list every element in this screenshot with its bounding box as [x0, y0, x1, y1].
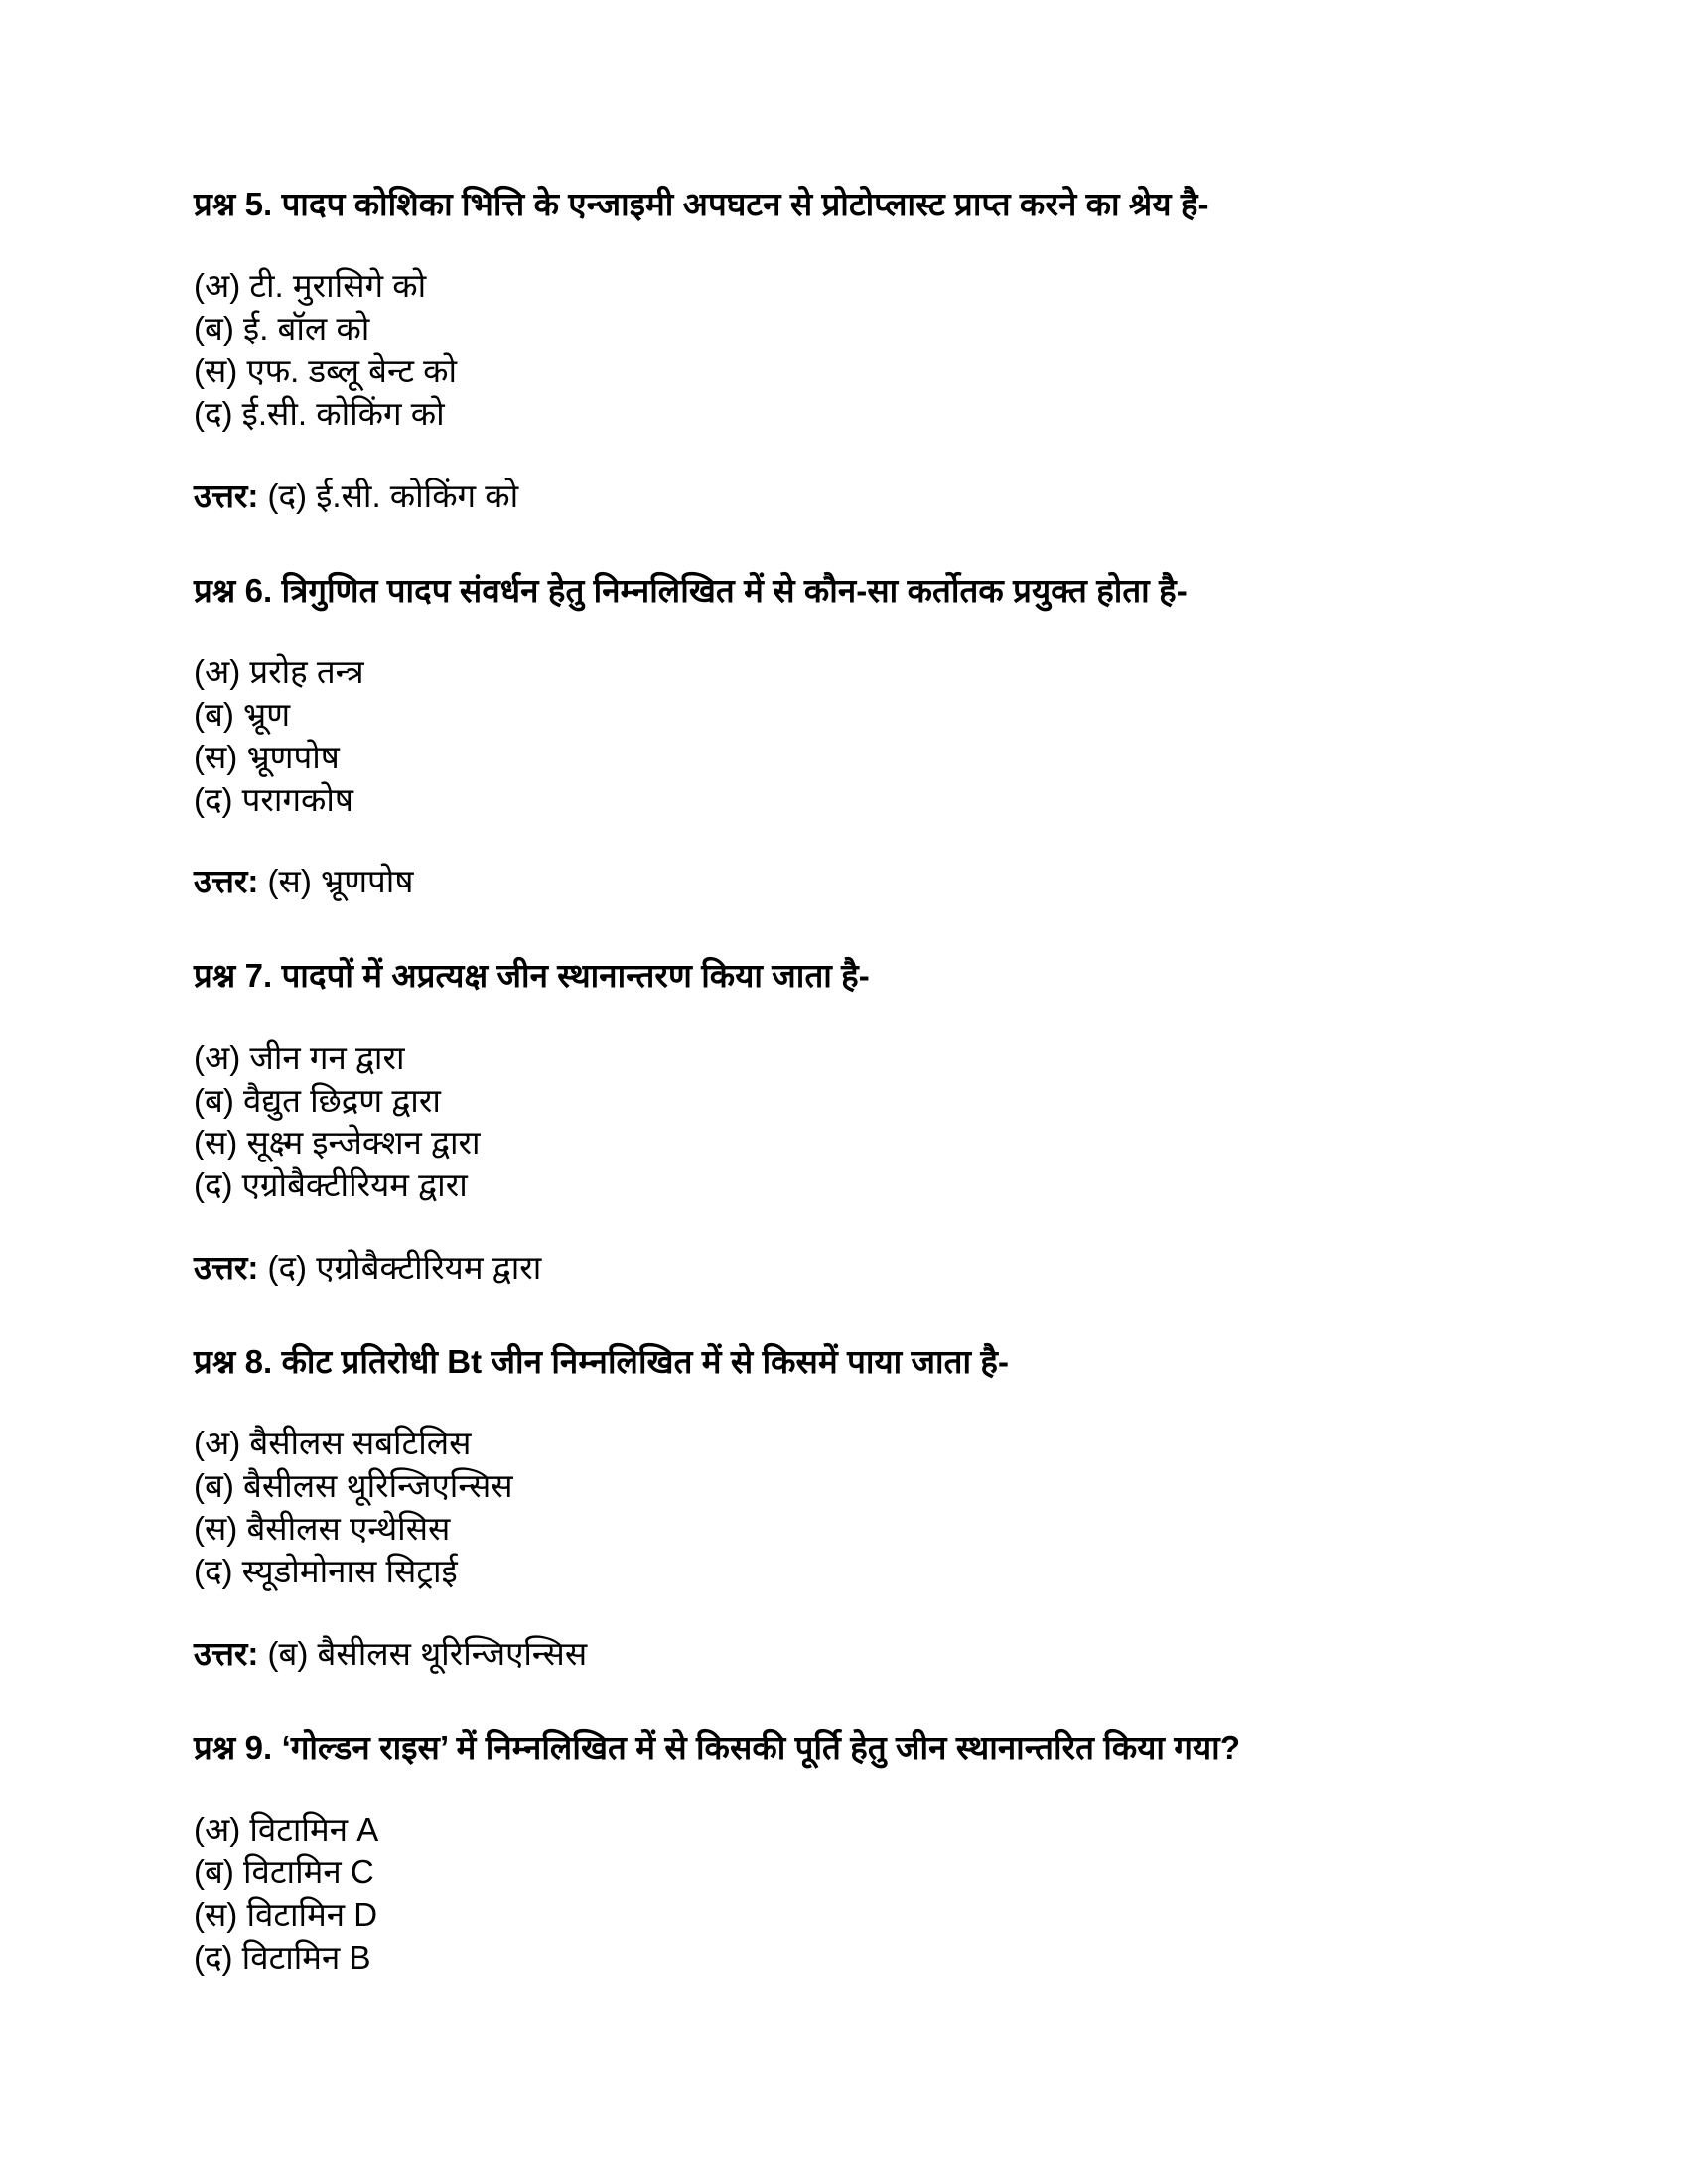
option-item: (ब) वैद्युत छिद्रण द्वारा: [194, 1081, 441, 1119]
answer-label: उत्तर:: [194, 863, 259, 900]
question-block-q7: [194, 955, 1509, 1290]
option-item: (द) एग्रोबैक्टीरियम द्वारा: [194, 1166, 468, 1204]
option-item: (अ) प्ररोह तन्त्र: [194, 652, 364, 690]
option-item: (द) स्यूडोमोनास सिट्राई: [194, 1552, 458, 1589]
question-block-q5: [194, 184, 1509, 518]
question-block-q9: [194, 1727, 1509, 1979]
option-item: (स) बैसीलस एन्थेसिस: [194, 1510, 451, 1548]
question-block-q8: [194, 1341, 1509, 1676]
option-list: [194, 265, 1509, 436]
answer-line: [194, 476, 1509, 518]
option-item: (स) सूक्ष्म इन्जेक्शन द्वारा: [194, 1124, 481, 1161]
answer-line: [194, 1247, 1509, 1290]
option-item: (द) ई.सी. कोकिंग को: [194, 394, 445, 432]
answer-value: (स) भ्रूणपोष: [267, 863, 414, 900]
option-item: (द) विटामिन B: [194, 1938, 371, 1976]
option-item: (अ) विटामिन A: [194, 1810, 379, 1847]
option-item: (स) विटामिन D: [194, 1895, 378, 1933]
option-item: (अ) टी. मुरासिगे को: [194, 267, 427, 305]
option-item: (अ) जीन गन द्वारा: [194, 1038, 405, 1076]
option-item: (ब) विटामिन C: [194, 1852, 374, 1890]
option-item: (स) भ्रूणपोष: [194, 738, 340, 775]
answer-value: (द) ई.सी. कोकिंग को: [267, 477, 519, 514]
answer-value: (द) एग्रोबैक्टीरियम द्वारा: [267, 1249, 542, 1287]
question-text: प्रश्न 5. पादप कोशिका भित्ति के एन्जाइमी अपघटन से प्रोटोप्लास्ट प्राप्त करने का श्रेय है-: [194, 186, 1209, 222]
answer-value: (ब) बैसीलस थूरिन्जिएन्सिस: [267, 1634, 588, 1672]
answer-label: उत्तर:: [194, 477, 259, 514]
answer-label: उत्तर:: [194, 1249, 259, 1287]
option-list: [194, 651, 1509, 822]
answer-line: [194, 861, 1509, 903]
question-text: प्रश्न 8. कीट प्रतिरोधी Bt जीन निम्नलिखित में से किसमें पाया जाता है-: [194, 1343, 1010, 1381]
question-block-q6: [194, 570, 1509, 904]
answer-line: [194, 1633, 1509, 1676]
option-item: (स) एफ. डब्लू बेन्ट को: [194, 352, 458, 390]
option-item: (ब) बैसीलस थूरिन्जिएन्सिस: [194, 1467, 513, 1505]
question-text: प्रश्न 7. पादपों में अप्रत्यक्ष जीन स्थानान्तरण किया जाता है-: [194, 957, 870, 995]
option-list: [194, 1423, 1509, 1593]
option-item: (अ) बैसीलस सबटिलिस: [194, 1425, 472, 1462]
option-list: [194, 1037, 1509, 1208]
option-item: (ब) भ्रूण: [194, 695, 291, 733]
option-list: [194, 1809, 1509, 1979]
option-item: (द) परागकोष: [194, 780, 354, 818]
option-item: (ब) ई. बॉल को: [194, 310, 370, 347]
answer-label: उत्तर:: [194, 1634, 259, 1672]
question-text: प्रश्न 9. ‘गोल्डन राइस’ में निम्नलिखित में से किसकी पूर्ति हेतु जीन स्थानान्तरित किया गया?: [194, 1728, 1241, 1766]
question-text: प्रश्न 6. त्रिगुणित पादप संवर्धन हेतु निम्नलिखित में से कौन-सा कर्तोतक प्रयुक्त होता है-: [194, 571, 1188, 609]
